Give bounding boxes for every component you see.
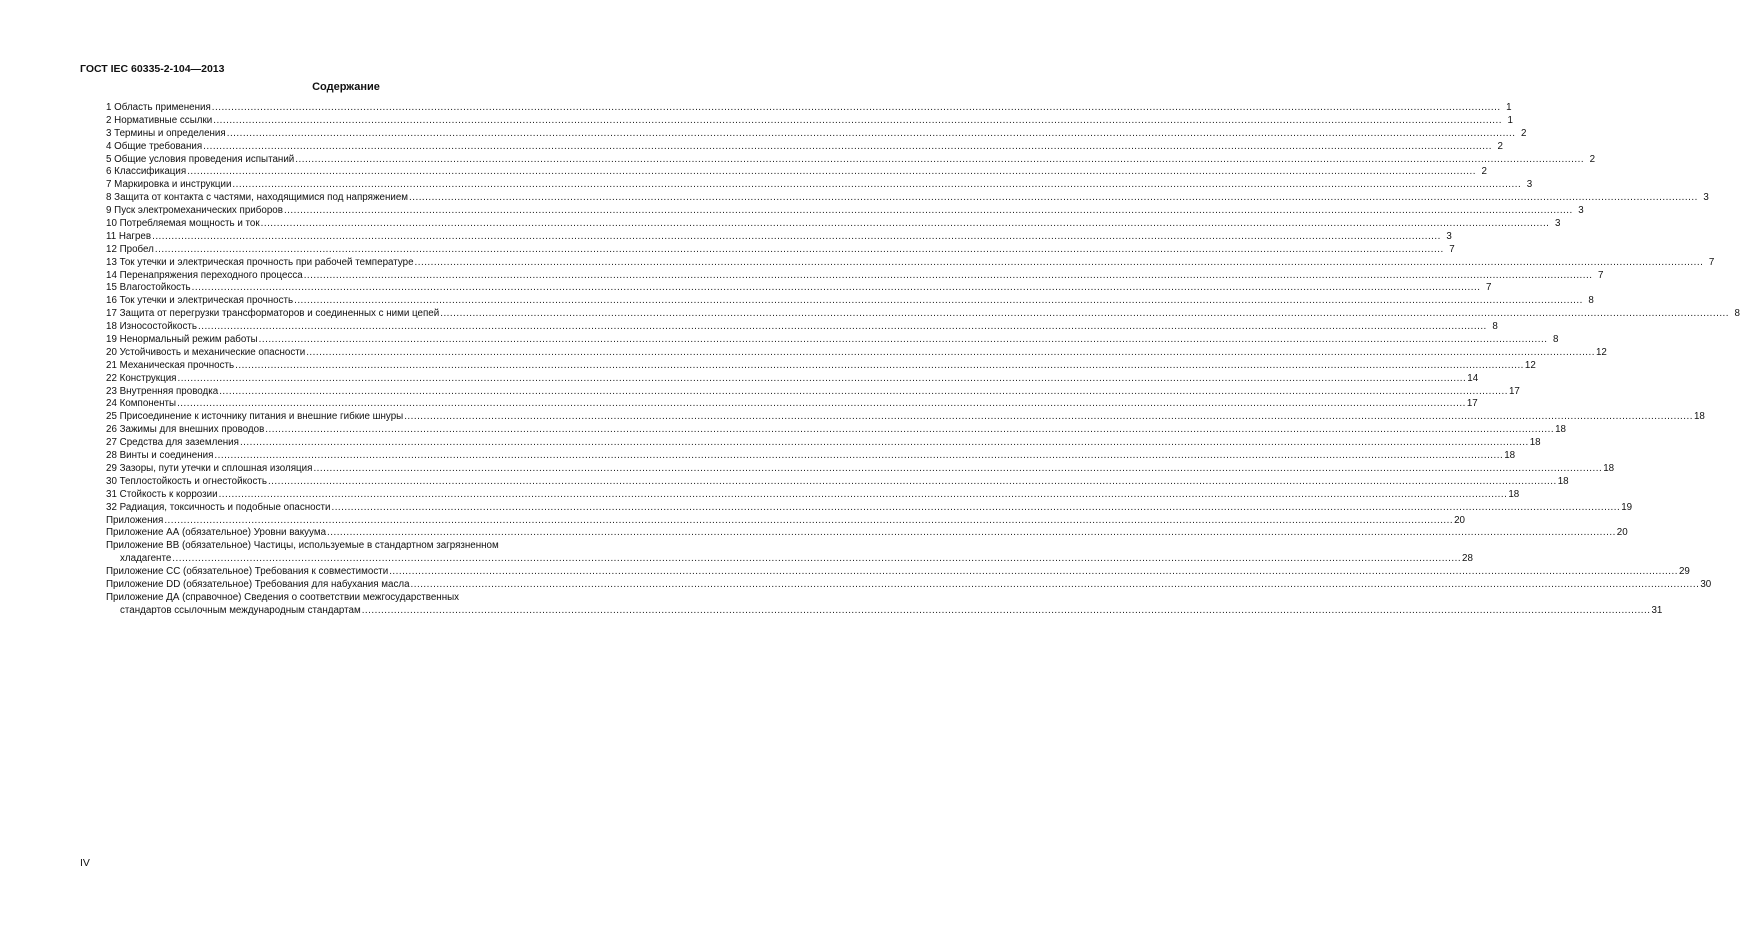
toc-entry-title: Приложения <box>106 514 164 526</box>
toc-entry-page: 7 <box>1598 269 1604 281</box>
toc-dot-leader: ................................................................................................................................................................................................................................................................................................................................................................................................................ <box>198 321 1487 333</box>
toc-entry-title: 11 Нагрев <box>106 230 152 242</box>
toc-entry-page: 18 <box>1555 424 1566 436</box>
toc-entry <box>106 295 1594 308</box>
toc-entry-page: 3 <box>1554 218 1561 230</box>
toc-dot-leader: ................................................................................................................................................................................................................................................................................................................................................................................................................ <box>218 488 1508 500</box>
toc-dot-leader: ................................................................................................................................................................................................................................................................................................................................................................................................................ <box>203 140 1492 152</box>
toc-entry-page: 20 <box>1454 514 1465 526</box>
toc-entry-page: 3 <box>1578 205 1584 217</box>
toc-entry-title: 32 Радиация, токсичность и подобные опасности <box>106 501 331 513</box>
toc-dot-leader: ................................................................................................................................................................................................................................................................................................................................................................................................................ <box>177 398 1466 410</box>
toc-dot-leader: ................................................................................................................................................................................................................................................................................................................................................................................................................ <box>152 230 1441 242</box>
toc-entry <box>106 166 1487 179</box>
toc-entry <box>106 398 1478 411</box>
toc-entry-title: 5 Общие условия проведения испытаний <box>106 153 295 165</box>
toc-entry <box>106 411 1705 424</box>
toc-entry-page: 3 <box>1526 179 1533 191</box>
toc-dot-leader: ................................................................................................................................................................................................................................................................................................................................................................................................................ <box>265 424 1555 436</box>
toc-entry-page: 18 <box>1529 437 1541 449</box>
toc-entry-title: 21 Механическая прочность <box>106 359 235 371</box>
toc-entry <box>106 140 1503 154</box>
toc-entry-page: 17 <box>1466 398 1478 410</box>
toc-entry-page: 2 <box>1589 153 1596 165</box>
toc-entry-title: 27 Средства для заземления <box>106 437 239 449</box>
toc-entry <box>106 153 1596 167</box>
toc-dot-leader: ................................................................................................................................................................................................................................................................................................................................................................................................................ <box>235 359 1524 371</box>
toc-dot-leader: ................................................................................................................................................................................................................................................................................................................................................................................................................ <box>154 243 1444 255</box>
toc-entry <box>106 218 1561 231</box>
toc-entry-page: 12 <box>1524 359 1536 371</box>
toc-dot-leader: ................................................................................................................................................................................................................................................................................................................................................................................................................ <box>327 527 1616 539</box>
toc-dot-leader: ................................................................................................................................................................................................................................................................................................................................................................................................................ <box>295 153 1585 165</box>
toc-entry <box>106 437 1541 450</box>
toc-dot-leader: ................................................................................................................................................................................................................................................................................................................................................................................................................ <box>177 372 1467 384</box>
toc-dot-leader: ................................................................................................................................................................................................................................................................................................................................................................................................................ <box>306 346 1595 358</box>
toc-entry-title: 6 Классификация <box>106 166 187 178</box>
toc-entry-title: 22 Конструкция <box>106 372 177 384</box>
toc-dot-leader: ................................................................................................................................................................................................................................................................................................................................................................................................................ <box>440 308 1729 320</box>
toc-entry-page: 19 <box>1621 501 1633 513</box>
toc-entry-page: 7 <box>1708 256 1715 268</box>
toc-dot-leader: ................................................................................................................................................................................................................................................................................................................................................................................................................ <box>331 501 1621 513</box>
toc-entry-page: 18 <box>1557 475 1569 487</box>
toc-entry-title: 1 Область применения <box>106 102 211 113</box>
toc-entry <box>106 321 1498 334</box>
toc-entry <box>106 230 1452 244</box>
toc-entry-title: 15 Влагостойкость <box>106 282 191 294</box>
toc-entry-page: 20 <box>1616 527 1628 539</box>
toc-dot-leader: ................................................................................................................................................................................................................................................................................................................................................................................................................ <box>239 437 1529 449</box>
toc-entry-title: 2 Нормативные ссылки <box>106 114 213 126</box>
toc-entry <box>106 462 1615 476</box>
toc-entry-page: 28 <box>1462 553 1473 565</box>
toc-entry-title: 14 Перенапряжения переходного процесса <box>106 269 303 281</box>
toc-title: Содержание <box>312 81 380 93</box>
toc-entry <box>106 385 1520 399</box>
toc-dot-leader: ................................................................................................................................................................................................................................................................................................................................................................................................................ <box>213 114 1502 126</box>
toc-entry-title: Приложение АА (обязательное) Уровни вакуума <box>106 527 327 539</box>
toc-dot-leader: ................................................................................................................................................................................................................................................................................................................................................................................................................ <box>258 334 1548 346</box>
toc-dot-leader: ................................................................................................................................................................................................................................................................................................................................................................................................................ <box>313 462 1603 474</box>
toc-dot-leader: ................................................................................................................................................................................................................................................................................................................................................................................................................ <box>404 411 1693 423</box>
toc-entry <box>106 488 1520 502</box>
toc-entry-title: 3 Термины и определения <box>106 127 226 139</box>
toc-entry <box>106 475 1569 489</box>
toc-dot-leader: ................................................................................................................................................................................................................................................................................................................................................................................................................ <box>283 205 1573 217</box>
toc-entry-page: 12 <box>1595 346 1607 358</box>
toc-entry <box>106 179 1533 192</box>
toc-entry-title: Приложение СС (обязательное) Требования к совместимости <box>106 566 389 578</box>
toc-entry <box>106 591 1663 618</box>
toc-dot-leader: ................................................................................................................................................................................................................................................................................................................................................................................................................ <box>164 514 1454 526</box>
toc-entry-title: 28 Винты и соединения <box>106 450 214 462</box>
toc-entry <box>106 578 1712 592</box>
toc-dot-leader: ................................................................................................................................................................................................................................................................................................................................................................................................................ <box>219 385 1508 397</box>
toc-entry-page: 2 <box>1497 140 1503 152</box>
toc-entry <box>106 359 1536 373</box>
toc-entry-page: 8 <box>1588 295 1594 307</box>
toc-entry-page: 7 <box>1449 243 1455 255</box>
toc-entry <box>106 424 1566 437</box>
toc-entry-page: 1 <box>1507 114 1513 126</box>
toc-entry-title-continuation: стандартов ссылочным международным стандартам <box>120 604 361 616</box>
toc-entry <box>106 372 1479 386</box>
toc-dot-leader: ................................................................................................................................................................................................................................................................................................................................................................................................................ <box>410 578 1700 590</box>
toc-entry <box>106 192 1709 205</box>
toc-entry <box>106 243 1455 257</box>
toc-dot-leader: ................................................................................................................................................................................................................................................................................................................................................................................................................ <box>260 218 1550 230</box>
toc-entry-title: 17 Защита от перегрузки трансформаторов и соединенных с ними цепей <box>106 308 440 320</box>
toc-entry-title: 23 Внутренняя проводка <box>106 385 219 397</box>
toc-entry-title: Приложение ДА (справочное) Сведения о соответствии межгосударственных <box>106 591 460 603</box>
table-of-contents <box>106 102 1740 618</box>
toc-entry <box>106 514 1465 528</box>
toc-entry-title: Приложение ВВ (обязательное) Частицы, используемые в стандартном загрязненном <box>106 540 499 552</box>
toc-entry-page: 8 <box>1552 334 1559 346</box>
toc-entry-page: 14 <box>1467 372 1479 384</box>
toc-dot-leader: ................................................................................................................................................................................................................................................................................................................................................................................................................ <box>409 192 1698 204</box>
toc-dot-leader: ................................................................................................................................................................................................................................................................................................................................................................................................................ <box>389 566 1678 578</box>
toc-entry-title: 20 Устойчивость и механические опасности <box>106 346 306 358</box>
toc-entry-title: 8 Защита от контакта с частями, находящимися под напряжением <box>106 192 409 204</box>
toc-entry-page: 2 <box>1481 166 1487 178</box>
toc-entry-title: 18 Износостойкость <box>106 321 197 333</box>
toc-entry <box>106 346 1607 360</box>
toc-entry-page: 8 <box>1492 321 1498 333</box>
document-standard-header: ГОСТ IEC 60335-2-104—2013 <box>80 63 225 75</box>
toc-dot-leader: ................................................................................................................................................................................................................................................................................................................................................................................................................ <box>191 282 1481 294</box>
toc-entry <box>106 334 1559 347</box>
toc-dot-leader: ................................................................................................................................................................................................................................................................................................................................................................................................................ <box>232 179 1522 191</box>
toc-dot-leader: ................................................................................................................................................................................................................................................................................................................................................................................................................ <box>361 604 1651 616</box>
toc-entry-title: 16 Ток утечки и электрическая прочность <box>106 295 294 307</box>
toc-entry-page: 18 <box>1693 411 1705 423</box>
toc-entry <box>106 527 1628 540</box>
toc-dot-leader: ................................................................................................................................................................................................................................................................................................................................................................................................................ <box>414 256 1704 268</box>
toc-entry-page: 18 <box>1603 462 1615 474</box>
toc-entry <box>106 540 1473 566</box>
toc-entry <box>106 205 1584 218</box>
toc-entry-page: 1 <box>1506 102 1512 113</box>
toc-entry-page: 30 <box>1700 578 1712 590</box>
toc-entry-title: 12 Пробел <box>106 243 154 255</box>
toc-entry-title: 30 Теплостойкость и огнестойкость <box>106 475 267 487</box>
toc-entry-title: 9 Пуск электромеханических приборов <box>106 205 283 217</box>
toc-entry-title: 7 Маркировка и инструкции <box>106 179 232 191</box>
toc-entry-page: 3 <box>1446 230 1452 242</box>
page-number: IV <box>80 857 90 869</box>
toc-entry-page: 18 <box>1508 488 1520 500</box>
toc-entry-page: 31 <box>1651 604 1663 616</box>
toc-dot-leader: ................................................................................................................................................................................................................................................................................................................................................................................................................ <box>294 295 1583 307</box>
toc-entry-title: 29 Зазоры, пути утечки и сплошная изоляция <box>106 462 313 474</box>
toc-entry-title: 26 Зажимы для внешних проводов <box>106 424 265 436</box>
toc-dot-leader: ................................................................................................................................................................................................................................................................................................................................................................................................................ <box>303 269 1593 281</box>
toc-entry-page: 7 <box>1485 282 1492 294</box>
toc-entry-title: 25 Присоединение к источнику питания и внешние гибкие шнуры <box>106 411 404 423</box>
toc-entry-title: 4 Общие требования <box>106 140 203 152</box>
toc-entry <box>106 450 1516 463</box>
toc-entry <box>106 269 1604 283</box>
toc-entry <box>106 114 1513 128</box>
toc-entry-title: 19 Ненормальный режим работы <box>106 334 258 346</box>
toc-entry <box>106 102 1512 115</box>
toc-entry <box>106 127 1527 141</box>
toc-entry-page: 18 <box>1504 450 1516 462</box>
toc-entry <box>106 256 1715 270</box>
toc-entry-page: 8 <box>1734 308 1740 320</box>
toc-dot-leader: ................................................................................................................................................................................................................................................................................................................................................................................................................ <box>267 475 1557 487</box>
toc-dot-leader: ................................................................................................................................................................................................................................................................................................................................................................................................................ <box>187 166 1476 178</box>
toc-entry-title: 10 Потребляемая мощность и ток <box>106 218 260 230</box>
toc-entry-page: 2 <box>1521 127 1527 139</box>
toc-entry <box>106 566 1690 579</box>
toc-entry <box>106 501 1633 515</box>
toc-entry-title: Приложение DD (обязательное) Требования для набухания масла <box>106 578 410 590</box>
toc-entry <box>106 282 1492 295</box>
toc-dot-leader: ................................................................................................................................................................................................................................................................................................................................................................................................................ <box>214 450 1504 462</box>
toc-entry-title: 13 Ток утечки и электрическая прочность при рабочей температуре <box>106 256 414 268</box>
toc-entry-page: 17 <box>1508 385 1520 397</box>
toc-entry-title-continuation: хладагенте <box>120 553 172 565</box>
toc-dot-leader: ................................................................................................................................................................................................................................................................................................................................................................................................................ <box>172 553 1462 565</box>
toc-entry <box>106 308 1740 321</box>
toc-dot-leader: ................................................................................................................................................................................................................................................................................................................................................................................................................ <box>211 102 1501 113</box>
toc-dot-leader: ................................................................................................................................................................................................................................................................................................................................................................................................................ <box>226 127 1516 139</box>
toc-entry-title: 31 Стойкость к коррозии <box>106 488 218 500</box>
toc-entry-title: 24 Компоненты <box>106 398 177 410</box>
toc-entry-page: 29 <box>1678 566 1690 578</box>
toc-entry-page: 3 <box>1703 192 1709 204</box>
